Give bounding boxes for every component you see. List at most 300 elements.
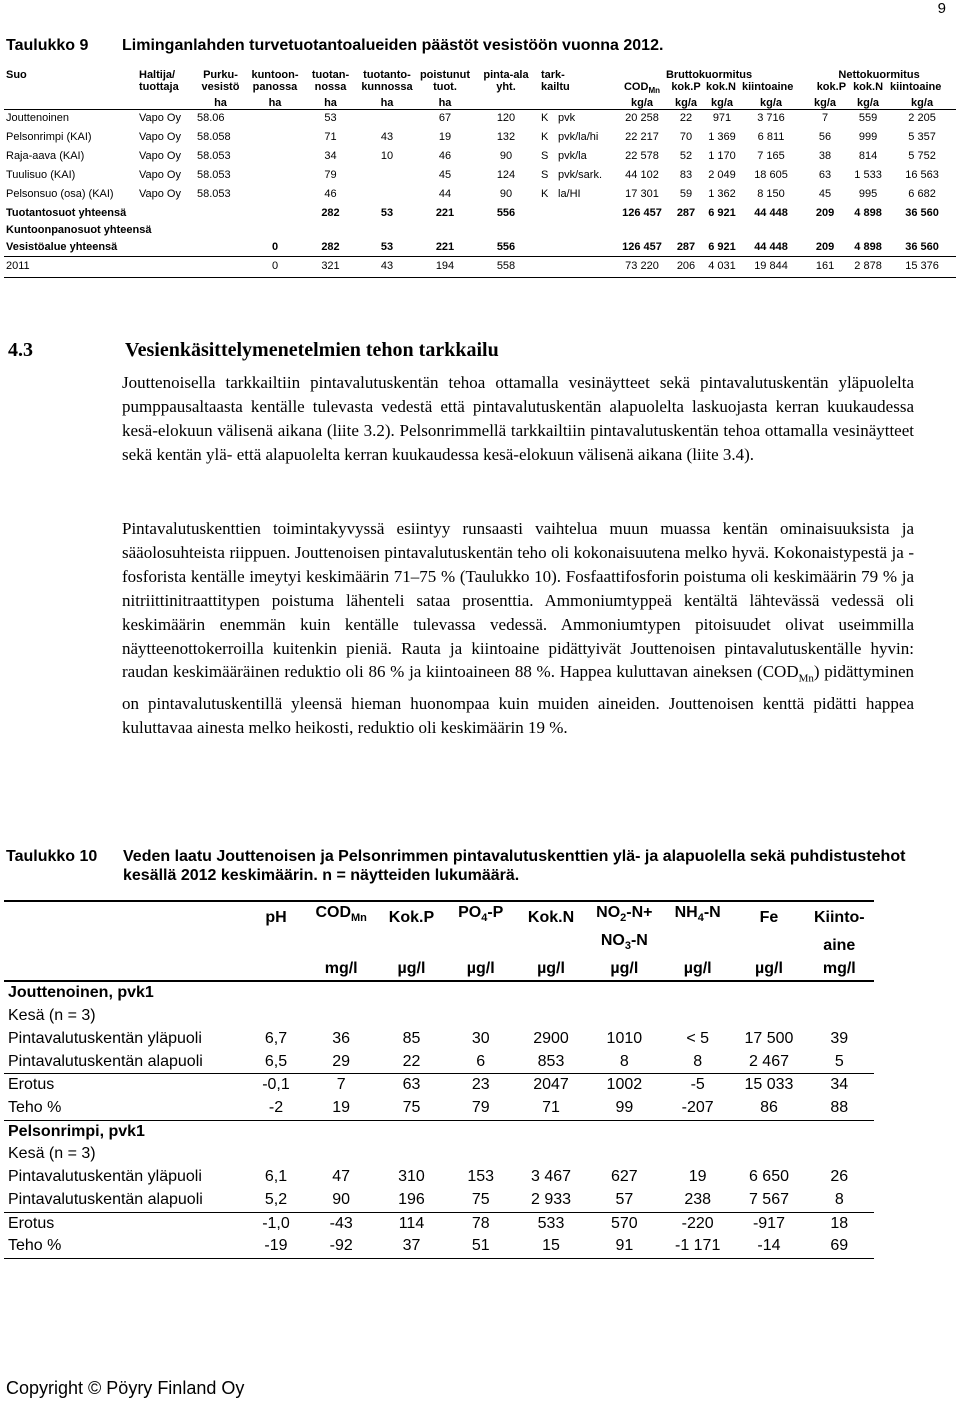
table9-cell: 15 376 bbox=[888, 257, 956, 278]
table9-cell: 20 258 bbox=[625, 112, 659, 125]
table9-cell: 53 bbox=[380, 207, 394, 220]
table10-cell: 5,2 bbox=[246, 1189, 305, 1212]
table9-cell: S bbox=[541, 169, 549, 182]
table9-cell: 1 170 bbox=[708, 150, 736, 163]
col-kokp: Kok.P bbox=[377, 901, 446, 930]
table10-cell: 37 bbox=[377, 1235, 446, 1258]
table10-cell: 153 bbox=[467, 1168, 495, 1186]
table10-cell: 75 bbox=[446, 1189, 515, 1212]
table9-cell: Vapo Oy bbox=[139, 188, 181, 201]
table9-cell bbox=[246, 110, 304, 130]
table9-cell: 321 bbox=[304, 257, 357, 278]
table9-cell: Vapo Oy bbox=[139, 131, 181, 144]
table9-total-row bbox=[4, 205, 956, 222]
table9-cell: 36 560 bbox=[905, 207, 939, 220]
section-number: 4.3 bbox=[8, 339, 33, 361]
paragraph-2: Pintavalutuskenttien toimintakyvyssä esiintyy runsaasti vaihtelua muun muassa kentän ominaisuuksista ja sääolosuhteista riippuen. Jouttenoisen pintavalutuskentän teho oli kokonaisuutena melko hyvä. Kokonaistypestä ja -fosforista kentälle imeytyi keskimäärin 71–75 % (Taulukko 10). Fosfaattifosforin poistuma oli keskimäärin 79 % ja nitriittinitraattitypen poistuma lähenteli sataa prosenttia. Ammoniumtyppeä kentältä lähtevässä vedessä oli keskimäärin enemmän kuin kentälle tulevassa vedessä. Ammoniumtypen pitoisuudet olivat useimmilla näytteenottokerroilla kuitenkin pieniä. Rauta ja kiintoaine pidättyivät Jouttenoisen pintavalutuskentälle hyvin: raudan keskimääräinen reduktio oli 86 % ja kiintoaineen 88 %. Happea kuluttavan aineksen $(COD_{Mn})$ pidättyminen on pintavalutuskentillä yleensä hieman huonompaa kuin muiden aineiden. Jouttenoisen kenttä pidätti happea kuluttavaa ainesta melko heikosti, reduktio oli keskimäärin 19 %. bbox=[122, 519, 914, 737]
unit-cell: ha bbox=[304, 97, 357, 110]
table9-cell: Raja-aava (KAI) bbox=[6, 150, 85, 163]
table9-cell: 36 560 bbox=[888, 239, 956, 257]
table10-n-row bbox=[4, 1143, 874, 1166]
table10-cell: 34 bbox=[830, 1076, 849, 1094]
table9-header-cell: kunnossa bbox=[361, 81, 413, 93]
table9-cell bbox=[556, 222, 616, 239]
table9-cell bbox=[668, 222, 704, 239]
table9-cell: 44 102 bbox=[625, 169, 659, 182]
table10-cell: 85 bbox=[402, 1029, 421, 1047]
table9-cell: 63 bbox=[818, 169, 832, 182]
unit-cell: kg/a bbox=[668, 97, 704, 110]
table9-cell: 221 bbox=[417, 239, 473, 257]
table10-cell: -19 bbox=[246, 1235, 305, 1258]
table10-units-row bbox=[4, 958, 874, 982]
table9-cell bbox=[704, 222, 740, 239]
table9-cell: 3 716 bbox=[757, 112, 785, 125]
table9-cell: 6 811 bbox=[757, 131, 785, 144]
unit-cell: ha bbox=[246, 97, 304, 110]
table10-cell: 6,7 bbox=[264, 1029, 288, 1047]
unit-cell: kg/a bbox=[802, 97, 848, 110]
table10-header-row-2 bbox=[4, 930, 874, 958]
table9-cell: 17 301 bbox=[625, 188, 659, 201]
table9-cell: 132 bbox=[496, 131, 516, 144]
table9-prev-year-row bbox=[4, 257, 956, 278]
table9-header-cell: tuotan- bbox=[311, 69, 350, 81]
table10-cell: -917 bbox=[752, 1214, 785, 1232]
table10-cell: 26 bbox=[830, 1168, 849, 1186]
table9-cell: 18 605 bbox=[754, 169, 788, 182]
table9-cell: 1 362 bbox=[708, 188, 736, 201]
table10-cell: -92 bbox=[306, 1235, 377, 1258]
table9-cell: 10 bbox=[380, 150, 394, 163]
table9-cell: 83 bbox=[679, 169, 693, 182]
table9-cell bbox=[357, 186, 417, 205]
table10-cell: 18 bbox=[830, 1214, 849, 1232]
table10-row bbox=[4, 1212, 874, 1235]
table9-header-cell: pinta-ala bbox=[483, 69, 529, 81]
table9-total-row bbox=[4, 239, 956, 257]
table9-cell bbox=[556, 205, 616, 222]
table10-title: Veden laatu Jouttenoisen ja Pelsonrimmen pintavalutuskenttien ylä- ja alapuolella sekä puhdistustehot kesällä 2012 keskimäärin. n = näytteiden lukumäärä. bbox=[123, 848, 906, 884]
unit-cell: µg/l bbox=[733, 958, 804, 982]
table9-cell bbox=[539, 257, 556, 278]
table9-cell: 5 752 bbox=[908, 150, 936, 163]
table9-title: Liminganlahden turvetuotantoalueiden päästöt vesistöön vuonna 2012. bbox=[122, 37, 664, 54]
table9-cell: pvk/la/hi bbox=[558, 131, 599, 144]
table10-cell: 88 bbox=[805, 1097, 874, 1120]
table10-row-label: Pintavalutuskentän yläpuoli bbox=[8, 1168, 202, 1186]
table9-cell: 2 205 bbox=[908, 112, 936, 125]
col-no2: $NO_2-N+$ bbox=[587, 901, 662, 930]
table10-cell: 2 467 bbox=[733, 1051, 804, 1074]
table10-row-label: Erotus bbox=[8, 1214, 55, 1232]
table10-cell: 79 bbox=[446, 1097, 515, 1120]
table9-cell: 282 bbox=[321, 207, 340, 220]
table9-cell: 999 bbox=[858, 131, 878, 144]
table10-cell: 1010 bbox=[606, 1029, 643, 1047]
table10-cell: 2900 bbox=[533, 1029, 569, 1047]
table10-cell: 86 bbox=[733, 1097, 804, 1120]
cod-header: $COD_{Mn}$ bbox=[623, 81, 660, 96]
table10-row bbox=[4, 1051, 874, 1074]
table9-cell: Vapo Oy bbox=[139, 169, 181, 182]
table9-cell: Pelsonrimpi (KAI) bbox=[6, 131, 92, 144]
table10-row bbox=[4, 1028, 874, 1051]
table10-cell: 8 bbox=[805, 1189, 874, 1212]
table10-cell: 90 bbox=[306, 1189, 377, 1212]
section-heading bbox=[8, 339, 928, 362]
table9-cell: 45 bbox=[818, 188, 832, 201]
unit-cell: kg/a bbox=[740, 97, 802, 110]
table10-cell: 6,5 bbox=[246, 1051, 305, 1074]
table9-cell: 44 448 bbox=[740, 239, 802, 257]
table9-cell bbox=[357, 167, 417, 186]
table9-header-cell: Purku- bbox=[203, 69, 238, 81]
table10-row-label: Pintavalutuskentän alapuoli bbox=[4, 1051, 246, 1074]
table9-cell: 209 bbox=[802, 239, 848, 257]
unit-cell: µg/l bbox=[587, 958, 662, 982]
table10-cell: 853 bbox=[515, 1051, 586, 1074]
table9-header-cell: kok.N bbox=[853, 81, 884, 93]
table9-year-label: 2011 bbox=[4, 257, 246, 278]
table10-cell: -5 bbox=[690, 1076, 705, 1094]
table9-header-cell: Haltija/ bbox=[139, 69, 176, 81]
table10-cell: 570 bbox=[610, 1214, 638, 1232]
table9-cell: 2 049 bbox=[708, 169, 736, 182]
table9-cell: 2 878 bbox=[848, 257, 888, 278]
table10-cell: 51 bbox=[446, 1235, 515, 1258]
table9-header-cell: kuntoon- bbox=[251, 69, 299, 81]
col-fe: Fe bbox=[733, 901, 804, 930]
table10-cell: 71 bbox=[515, 1097, 586, 1120]
table9-cell: 995 bbox=[858, 188, 878, 201]
table10-cell: 2047 bbox=[533, 1076, 569, 1094]
table9-cell: 38 bbox=[818, 150, 832, 163]
table9-cell bbox=[539, 222, 556, 239]
table10-cell: 114 bbox=[398, 1214, 425, 1232]
table9-row bbox=[4, 186, 956, 205]
table10-cell: 5 bbox=[805, 1051, 874, 1074]
table10-row bbox=[4, 1074, 874, 1097]
table10-cell: 533 bbox=[537, 1214, 565, 1232]
table9-cell: 73 220 bbox=[616, 257, 668, 278]
table9-header-cell: yht. bbox=[496, 81, 516, 93]
table9-cell: 282 bbox=[304, 239, 357, 257]
col-kokn: Kok.N bbox=[515, 901, 586, 930]
table9-cell bbox=[539, 239, 556, 257]
table10-cell: -220 bbox=[681, 1214, 714, 1232]
col-po4: $PO_4-P$ bbox=[446, 901, 515, 930]
table10-cell: 47 bbox=[332, 1168, 351, 1186]
table10-row bbox=[4, 1189, 874, 1212]
table9-cell: 161 bbox=[802, 257, 848, 278]
footer-copyright: Copyright © Pöyry Finland Oy bbox=[6, 1378, 245, 1398]
table9-cell: 43 bbox=[380, 131, 394, 144]
table9-cell: 22 217 bbox=[625, 131, 659, 144]
table9-cell: 79 bbox=[324, 169, 337, 182]
table9-cell: 1 369 bbox=[708, 131, 736, 144]
table9-cell: 34 bbox=[324, 150, 337, 163]
table9-cell bbox=[556, 257, 616, 278]
table10-group-row bbox=[4, 1120, 874, 1143]
unit-cell: µg/l bbox=[662, 958, 733, 982]
table10-row-label: Pintavalutuskentän alapuoli bbox=[4, 1189, 246, 1212]
table10-cell: -1,0 bbox=[262, 1214, 290, 1232]
table9-header-cell: tuot. bbox=[433, 81, 457, 93]
table10-group-row bbox=[4, 981, 874, 1005]
table9-row bbox=[4, 148, 956, 167]
table10-cell: 6,1 bbox=[264, 1168, 288, 1186]
page-number: 9 bbox=[937, 0, 946, 17]
unit-cell: kg/a bbox=[888, 97, 956, 110]
table9-cell: 53 bbox=[357, 239, 417, 257]
table9-cell bbox=[888, 222, 956, 239]
table9-cell: 559 bbox=[858, 112, 878, 125]
table10-row bbox=[4, 1235, 874, 1258]
table9-cell: 7 bbox=[821, 112, 829, 125]
table9-cell: 58.053 bbox=[197, 188, 231, 201]
table10-cell: 238 bbox=[662, 1189, 733, 1212]
table9-cell: pvk/la bbox=[558, 150, 587, 163]
table9-cell bbox=[802, 222, 848, 239]
col-kiinto-2: aine bbox=[823, 937, 856, 955]
table9-cell: 59 bbox=[679, 188, 693, 201]
table9-cell: K bbox=[541, 131, 549, 144]
table9-cell: 56 bbox=[818, 131, 832, 144]
table10-cell: 196 bbox=[377, 1189, 446, 1212]
table9-cell: 58.06 bbox=[197, 112, 225, 125]
table9-header-cell: kiintoaine bbox=[742, 81, 794, 93]
table10-cell: 8 bbox=[587, 1051, 662, 1074]
table9-cell: 287 bbox=[668, 239, 704, 257]
table9-cell bbox=[473, 222, 539, 239]
unit-cell: kg/a bbox=[848, 97, 888, 110]
table10-cell: 91 bbox=[587, 1235, 662, 1258]
table9-cell bbox=[740, 222, 802, 239]
table10-group-name: Pelsonrimpi, pvk1 bbox=[8, 1122, 145, 1140]
table9-cell: 4 898 bbox=[854, 207, 882, 220]
table10-row-label: Teho % bbox=[4, 1235, 246, 1258]
col-ph: pH bbox=[246, 901, 305, 930]
section-title: Vesienkäsittelymenetelmien tehon tarkkailu bbox=[125, 339, 499, 361]
unit-cell: ha bbox=[357, 97, 417, 110]
table9-cell: 19 bbox=[438, 131, 452, 144]
table9-header-cell: vesistö bbox=[201, 81, 240, 93]
table10-cell: 15 bbox=[515, 1235, 586, 1258]
table10-cell: 23 bbox=[471, 1076, 490, 1094]
table10-cell: 99 bbox=[587, 1097, 662, 1120]
table10-header-row-1 bbox=[4, 901, 874, 930]
unit-cell: mg/l bbox=[805, 958, 874, 982]
table9-cell: 58.053 bbox=[197, 150, 231, 163]
table10-cell: 78 bbox=[471, 1214, 490, 1232]
table9-cell: 126 457 bbox=[622, 207, 662, 220]
table9-header-cell: poistunut bbox=[419, 69, 471, 81]
paragraph-1: Jouttenoisella tarkkailtiin pintavalutuskentän tehoa ottamalla vesinäytteet sekä pintavalutuskentän yläpuolelta pumppausaltaasta kentälle tulevasta vedestä että pintavalutuskentän alapuolelta laskuojasta kerran kuukaudessa kesä-elokuun välisenä aikana (liite 3.2). Pelsonrimmellä tarkkailtiin pintavalutuskentän tehoa ottamalla vesinäytteet sekä kentän ylä- että alapuolelta kerran kuukaudessa kesä-elokuun välisenä aikana (liite 3.4). bbox=[122, 373, 914, 464]
table9-cell: 0 bbox=[246, 239, 304, 257]
table9-cell: 814 bbox=[858, 150, 878, 163]
table9-cell: 124 bbox=[496, 169, 516, 182]
col-nh4: $NH_4-N$ bbox=[662, 901, 733, 930]
table9-cell: 16 563 bbox=[905, 169, 939, 182]
table10-cell: 6 bbox=[446, 1051, 515, 1074]
table10-row-label: Pintavalutuskentän yläpuoli bbox=[8, 1029, 202, 1047]
table9-cell bbox=[616, 222, 668, 239]
table9-cell: 58.058 bbox=[197, 131, 231, 144]
table9-cell: 46 bbox=[324, 188, 337, 201]
table10-cell: 15 033 bbox=[744, 1076, 794, 1094]
table10-n-label: Kesä (n = 3) bbox=[8, 1145, 96, 1163]
table10-cell: 7 567 bbox=[733, 1189, 804, 1212]
table9-header-cell: kok.N bbox=[706, 81, 736, 93]
table9-cell bbox=[539, 205, 556, 222]
table9-header-cell: panossa bbox=[252, 81, 298, 93]
table9-caption bbox=[6, 37, 663, 55]
table9 bbox=[4, 69, 956, 278]
table9-cell: 7 165 bbox=[757, 150, 785, 163]
unit-cell: µg/l bbox=[377, 958, 446, 982]
table9-cell: Tuulisuo (KAI) bbox=[6, 169, 76, 182]
table9-cell bbox=[848, 222, 888, 239]
table9-cell: 6 921 bbox=[708, 207, 736, 220]
table9-cell: 4 031 bbox=[704, 257, 740, 278]
table9-header-cell: kok.P bbox=[816, 81, 847, 93]
table9-cell: Pelsonsuo (osa) (KAI) bbox=[6, 188, 114, 201]
table9-cell: 287 bbox=[676, 207, 696, 220]
col-kiinto: Kiinto- bbox=[805, 901, 874, 930]
table10-row bbox=[4, 1166, 874, 1189]
table9-header-cell: tuottaja bbox=[139, 81, 179, 93]
table10-cell: -43 bbox=[329, 1214, 353, 1232]
table10-cell: 19 bbox=[306, 1097, 377, 1120]
table9-row bbox=[4, 110, 956, 130]
table9-header-cell: nossa bbox=[314, 81, 347, 93]
table9-header-row-1 bbox=[4, 69, 956, 81]
table10-cell: 6 650 bbox=[748, 1168, 789, 1186]
table10-row-label: Teho % bbox=[4, 1097, 246, 1120]
table10-cell: 69 bbox=[805, 1235, 874, 1258]
unit-cell: µg/l bbox=[446, 958, 515, 982]
table9-cell bbox=[357, 222, 417, 239]
table9-cell: 209 bbox=[815, 207, 835, 220]
table9-cell: 44 bbox=[438, 188, 452, 201]
table9-cell: 58.053 bbox=[197, 169, 231, 182]
table10-n-label: Kesä (n = 3) bbox=[8, 1007, 96, 1025]
table10-cell: 2 933 bbox=[515, 1189, 586, 1212]
table9-cell: 6 921 bbox=[704, 239, 740, 257]
unit-cell: µg/l bbox=[515, 958, 586, 982]
col-no3: $NO_3-N$ bbox=[600, 931, 648, 953]
table9-cell: 70 bbox=[679, 131, 693, 144]
table9-total-label: Tuotantosuot yhteensä bbox=[6, 207, 127, 220]
col-cod: $COD_{Mn}$ bbox=[306, 901, 377, 930]
table10-cell: 63 bbox=[402, 1076, 421, 1094]
unit-cell: kg/a bbox=[616, 97, 668, 110]
table9-cell bbox=[246, 129, 304, 148]
table9-cell: 221 bbox=[435, 207, 455, 220]
table9-cell bbox=[246, 205, 304, 222]
table9-cell: 90 bbox=[499, 188, 513, 201]
table9-cell: K bbox=[541, 112, 549, 125]
table10 bbox=[4, 900, 874, 1259]
table10-cell: -207 bbox=[662, 1097, 733, 1120]
table9-cell: 558 bbox=[473, 257, 539, 278]
table10-cell: 8 bbox=[662, 1051, 733, 1074]
table9-cell: K bbox=[541, 188, 549, 201]
table9-total-label: Vesistöalue yhteensä bbox=[4, 239, 246, 257]
table10-group-name: Jouttenoinen, pvk1 bbox=[8, 984, 154, 1002]
table9-cell: la/HI bbox=[558, 188, 581, 201]
table9-cell: 4 898 bbox=[848, 239, 888, 257]
table9-cell: S bbox=[541, 150, 549, 163]
table9-header-cell: kailtu bbox=[541, 81, 570, 93]
table10-cell: 57 bbox=[587, 1189, 662, 1212]
table9-cell: 53 bbox=[324, 112, 337, 125]
table9-cell: 22 bbox=[679, 112, 693, 125]
table10-row-label: Erotus bbox=[8, 1076, 55, 1094]
table9-cell: Vapo Oy bbox=[139, 112, 181, 125]
table9-total-row bbox=[4, 222, 956, 239]
table9-cell: 71 bbox=[324, 131, 337, 144]
table9-header-cell: kiintoaine bbox=[890, 81, 942, 93]
unit-cell: mg/l bbox=[306, 958, 377, 982]
table9-cell: 22 578 bbox=[625, 150, 659, 163]
table10-cell: 30 bbox=[471, 1029, 490, 1047]
table9-cell: 5 357 bbox=[908, 131, 936, 144]
unit-cell: kg/a bbox=[704, 97, 740, 110]
table9-cell: 46 bbox=[438, 150, 452, 163]
table10-cell: 29 bbox=[306, 1051, 377, 1074]
table9-header-row-2 bbox=[4, 81, 956, 97]
table9-cell: 126 457 bbox=[616, 239, 668, 257]
table9-cell bbox=[357, 110, 417, 130]
table10-cell: -0,1 bbox=[262, 1076, 290, 1094]
table9-cell: 971 bbox=[712, 112, 732, 125]
table9-cell: 0 bbox=[246, 257, 304, 278]
table10-label: Taulukko 10 bbox=[6, 848, 98, 865]
table10-cell: 36 bbox=[332, 1029, 351, 1047]
table9-cell: Jouttenoinen bbox=[6, 112, 69, 125]
table9-cell: 8 150 bbox=[757, 188, 785, 201]
table9-cell bbox=[246, 167, 304, 186]
table10-cell: 3 467 bbox=[530, 1168, 572, 1186]
table9-header-cell: Suo bbox=[6, 69, 27, 81]
table10-cell: 39 bbox=[830, 1029, 849, 1047]
table9-header-cell: tark- bbox=[541, 69, 565, 81]
table9-header-cell: tuotanto- bbox=[363, 69, 411, 81]
table9-cell: 90 bbox=[499, 150, 513, 163]
table9-cell: 206 bbox=[668, 257, 704, 278]
table9-row bbox=[4, 167, 956, 186]
table10-cell: 627 bbox=[610, 1168, 638, 1186]
table9-cell: 52 bbox=[679, 150, 693, 163]
table9-cell: 6 682 bbox=[908, 188, 936, 201]
unit-cell: ha bbox=[195, 97, 246, 110]
table9-cell: 556 bbox=[496, 207, 516, 220]
table9-cell: 556 bbox=[473, 239, 539, 257]
netto-header: Nettokuormitus bbox=[838, 69, 920, 81]
table9-header-cell: kok.P bbox=[671, 81, 701, 93]
table9-cell: 1 533 bbox=[854, 169, 882, 182]
table10-cell: 7 bbox=[336, 1076, 346, 1094]
table10-cell: 310 bbox=[398, 1168, 425, 1186]
table9-cell bbox=[246, 186, 304, 205]
table9-total-label: Kuntoonpanosuot yhteensä bbox=[6, 224, 152, 237]
table9-label: Taulukko 9 bbox=[6, 37, 89, 54]
table10-cell: -14 bbox=[733, 1235, 804, 1258]
table9-cell: Vapo Oy bbox=[139, 150, 181, 163]
table9-cell: 43 bbox=[357, 257, 417, 278]
